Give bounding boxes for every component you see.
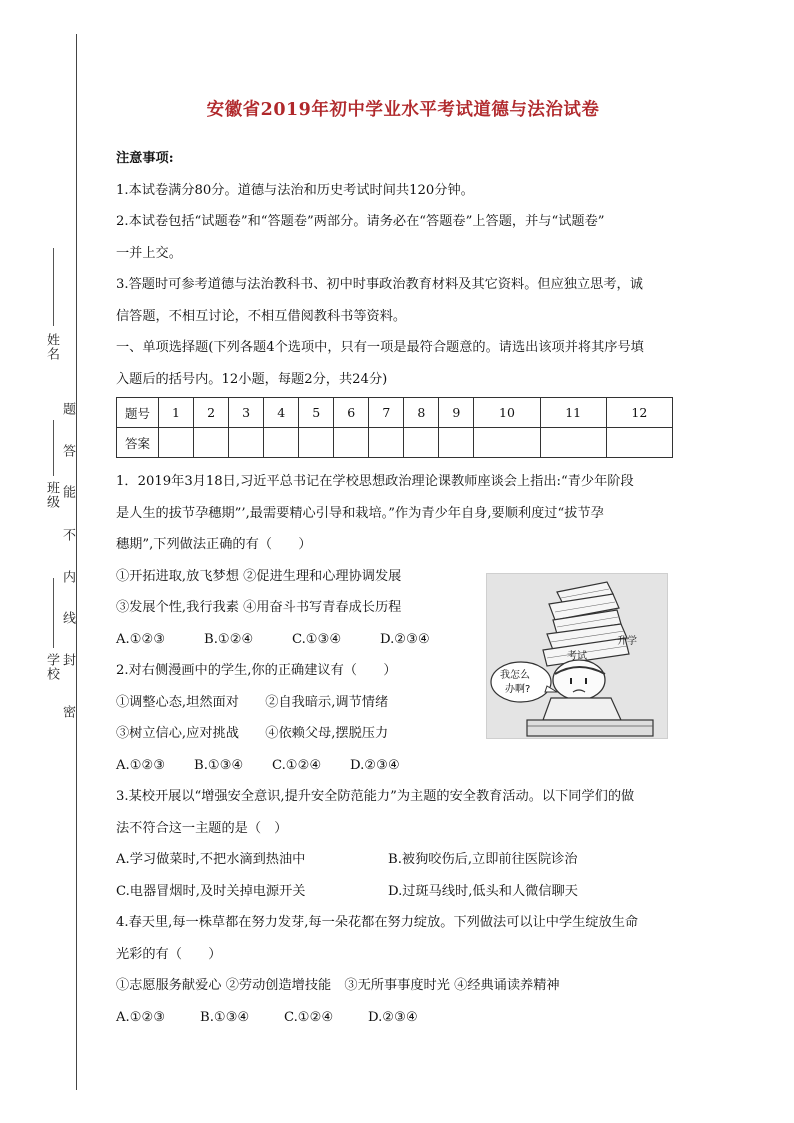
question-number-cell: 8 [404, 398, 439, 428]
option-c[interactable]: C.①③④ [292, 631, 342, 647]
option-a[interactable]: A.学习做菜时,不把水滴到热油中 [116, 852, 306, 867]
option-b[interactable]: B.①②④ [204, 631, 254, 647]
option-a[interactable]: A.①②③ [116, 757, 166, 773]
book-label-promotion: 升学 [617, 636, 637, 647]
cartoon-image [486, 573, 668, 739]
school-label: 学校 [44, 653, 59, 681]
option-c[interactable]: C.电器冒烟时,及时关掉电源开关 [116, 883, 306, 899]
answer-row-label: 答案 [117, 428, 159, 458]
option-d[interactable]: D.②③④ [368, 1009, 418, 1025]
exam-title: 安徽省2019年初中学业水平考试道德与法治试卷 [206, 100, 600, 120]
answer-table [116, 397, 673, 458]
option-c[interactable]: C.①②④ [272, 757, 322, 773]
question-number-cell: 3 [229, 398, 264, 428]
question-2-stem: 2.对右侧漫画中的学生,你的正确建议有（ ） [116, 663, 397, 678]
class-label: 班级 [44, 481, 59, 509]
option-d[interactable]: D.②③④ [350, 757, 400, 773]
name-blank [53, 248, 54, 326]
question-1-stem: 1．2019年3月18日,习近平总书记在学校思想政治理论课教师座谈会上指出:“青少年阶段 [116, 474, 634, 489]
question-number-cell: 11 [540, 398, 606, 428]
answer-cell[interactable] [229, 428, 264, 458]
seal-char-6: 能 [60, 485, 75, 499]
option-a[interactable]: A.①②③ [116, 631, 166, 647]
speech-bubble-text-2: 办啊? [505, 684, 531, 695]
seal-char-4: 内 [60, 570, 75, 584]
answer-cell[interactable] [369, 428, 404, 458]
option-c[interactable]: C.①②④ [284, 1009, 334, 1025]
question-2-statements: ③树立信心,应对挑战 ④依赖父母,摆脱压力 [116, 726, 389, 741]
name-label: 姓名 [44, 333, 59, 361]
seal-char-2: 封 [60, 653, 75, 667]
cartoon-drawing [487, 574, 667, 738]
question-4-stem: 光彩的有（ ） [116, 946, 222, 962]
speech-bubble-text-1: 我怎么 [500, 670, 530, 681]
question-number-cell: 2 [194, 398, 229, 428]
seal-char-5: 不 [60, 528, 75, 542]
answer-cell[interactable] [474, 428, 540, 458]
section-instructions: 入题后的括号内。12小题，每题2分，共24分) [116, 371, 388, 387]
question-number-cell: 1 [159, 398, 194, 428]
option-a[interactable]: A.①②③ [116, 1009, 166, 1025]
notice-item: 一并上交。 [116, 245, 182, 261]
question-2-options [116, 750, 690, 782]
question-1-stem: 穗期”,下列做法正确的有（ ） [116, 537, 312, 552]
notice-item: 信答题，不相互讨论，不相互借阅教科书等资料。 [116, 308, 407, 324]
notice-item: 3.答题时可参考道德与法治教科书、初中时事政治教育材料及其它资料。但应独立思考，诚 [116, 277, 643, 292]
question-number-cell: 7 [369, 398, 404, 428]
seal-char-7: 答 [60, 444, 75, 458]
question-1-statements: ①开拓进取,放飞梦想 ②促进生理和心理协调发展 [116, 568, 402, 584]
question-1-stem: 是人生的拔节孕穗期”’,最需要精心引导和栽培。”作为青少年自身,要顺利度过“拔节孕 [116, 505, 604, 521]
answer-cell[interactable] [404, 428, 439, 458]
answer-cell[interactable] [299, 428, 334, 458]
notice-heading: 注意事项: [116, 151, 174, 166]
class-blank [53, 420, 54, 476]
answer-cell[interactable] [194, 428, 229, 458]
table-header-label: 题号 [117, 398, 159, 428]
answer-cell[interactable] [264, 428, 299, 458]
answer-table-header-row [117, 398, 673, 428]
answer-table-answer-row [117, 428, 673, 458]
question-3-stem: 3.某校开展以“增强安全意识,提升安全防范能力”为主题的安全教育活动。以下同学们的做 [116, 789, 635, 804]
question-4-statements: ①志愿服务献爱心 ②劳动创造增技能 ③无所事事度时光 ④经典诵读养精神 [116, 978, 560, 993]
answer-cell[interactable] [159, 428, 194, 458]
question-2-statements: ①调整心态,坦然面对 ②自我暗示,调节情绪 [116, 694, 389, 710]
question-3-options-row [116, 876, 690, 908]
seal-char-8: 题 [60, 402, 75, 416]
question-number-cell: 10 [474, 398, 540, 428]
option-d[interactable]: D.②③④ [380, 631, 430, 647]
option-b[interactable]: B.①③④ [194, 757, 244, 773]
option-d[interactable]: D.过斑马线时,低头和人微信聊天 [388, 883, 578, 899]
question-4-options [116, 1002, 690, 1034]
question-4-stem: 4.春天里,每一株草都在努力发芽,每一朵花都在努力绽放。下列做法可以让中学生绽放生命 [116, 915, 639, 930]
question-number-cell: 5 [299, 398, 334, 428]
question-3-options-row [116, 844, 690, 876]
answer-cell[interactable] [439, 428, 474, 458]
seal-char-3: 线 [60, 611, 75, 625]
question-number-cell: 12 [606, 398, 672, 428]
school-blank [53, 578, 54, 648]
binding-line [76, 34, 77, 1090]
answer-cell[interactable] [606, 428, 672, 458]
option-b[interactable]: B.①③④ [200, 1009, 250, 1025]
notice-item: 1.本试卷满分80分。道德与法治和历史考试时间共120分钟。 [116, 182, 474, 198]
question-number-cell: 4 [264, 398, 299, 428]
question-number-cell: 6 [334, 398, 369, 428]
notice-item: 2.本试卷包括“试题卷”和“答题卷”两部分。请务必在“答题卷”上答题，并与“试题卷” [116, 214, 605, 229]
exam-page [116, 96, 690, 1033]
book-label-exam: 考试 [567, 651, 587, 662]
question-1-statements: ③发展个性,我行我素 ④用奋斗书写青春成长历程 [116, 600, 402, 615]
answer-cell[interactable] [334, 428, 369, 458]
answer-cell[interactable] [540, 428, 606, 458]
question-number-cell: 9 [439, 398, 474, 428]
section-instructions: 一、单项选择题(下列各题4个选项中，只有一项是最符合题意的。请选出该项并将其序号填 [116, 340, 644, 355]
seal-char-1: 密 [60, 705, 75, 719]
question-3-stem: 法不符合这一主题的是（ ） [116, 820, 288, 836]
option-b[interactable]: B.被狗咬伤后,立即前往医院诊治 [388, 852, 578, 867]
